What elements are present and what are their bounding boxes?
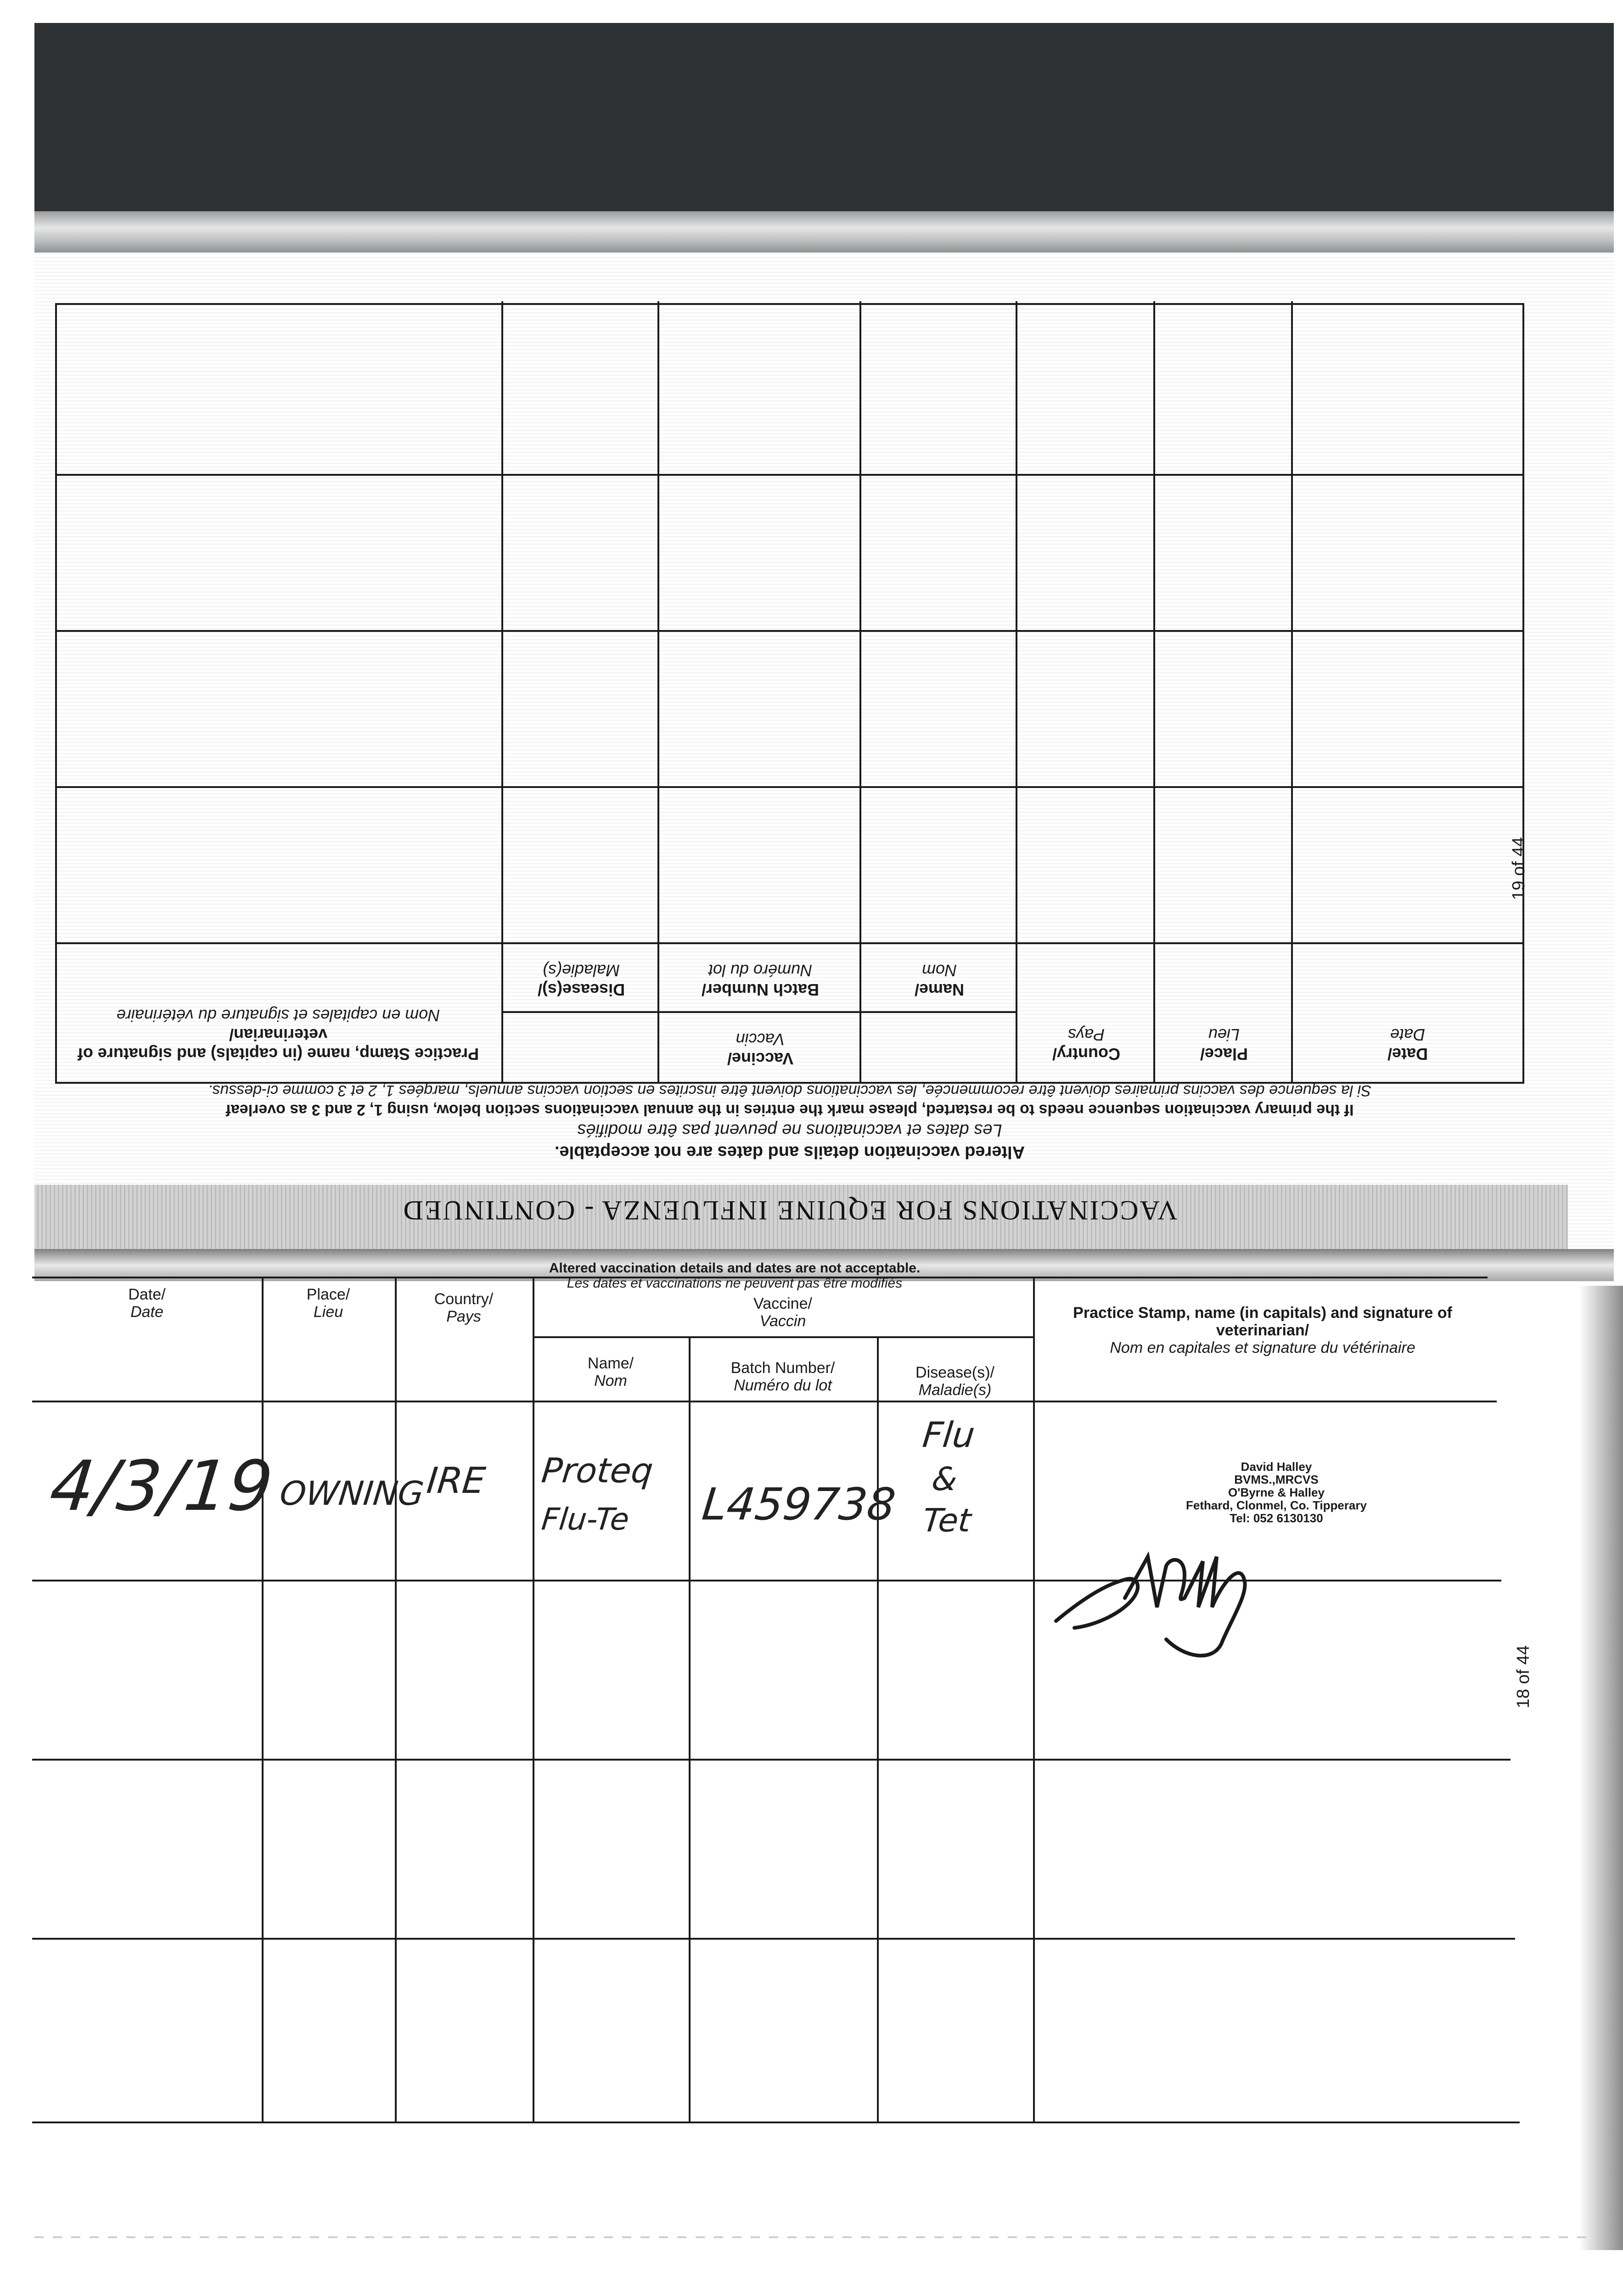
book-binding-top — [34, 211, 1614, 253]
header-disease: Disease(s)/ Maladie(s) — [537, 961, 625, 999]
header-date: Date/ Date — [1387, 1025, 1428, 1064]
scan-dark-border — [34, 23, 1614, 239]
lower-header-country: Country/ Pays — [434, 1290, 494, 1325]
header-place: Place/ Lieu — [1200, 1025, 1248, 1064]
page-number-lower: 18 of 44 — [1514, 1645, 1533, 1709]
page-edge-shadow — [1579, 1286, 1623, 2250]
lower-header-name: Name/ Nom — [587, 1355, 634, 1390]
lower-header-stamp: Practice Stamp, name (in capitals) and signature of veterinarian/ Nom en capitales et signature du vétérinaire — [1073, 1304, 1452, 1356]
entry-date: 4/3/19 — [46, 1446, 276, 1526]
entry-country: IRE — [425, 1460, 488, 1502]
entry-vaccine-name-2: Flu-Te — [539, 1502, 631, 1537]
restart-note: If the primary vaccination sequence needs to be restarted, please mark the entries in the annual vaccinations section below, using 1, 2 and 3 as overleaf — [225, 1101, 1354, 1119]
entry-place: OWNING — [278, 1474, 426, 1513]
veterinarian-signature — [1047, 1529, 1304, 1667]
lower-header-date: Date/ Date — [128, 1286, 166, 1321]
entry-disease-3: Tet — [921, 1502, 973, 1539]
practice-stamp: David Halley BVMS.,MRCVS O'Byrne & Halley Fethard, Clonmel, Co. Tipperary Tel: 052 6130130 — [1186, 1460, 1367, 1525]
header-stamp: Practice Stamp, name (in capitals) and signature of veterinarian/ Nom en capitales et signature du vétérinaire — [77, 1006, 479, 1064]
header-batch: Batch Number/ Numéro du lot — [701, 961, 820, 999]
lower-header-vaccine: Vaccine/ Vaccin — [753, 1295, 812, 1330]
page-number-upper: 19 of 44 — [1509, 837, 1529, 900]
vaccination-table-upper — [55, 303, 1524, 1084]
entry-disease-1: Flu — [921, 1414, 977, 1455]
vaccination-table-lower — [32, 1277, 1520, 2126]
page-heading: VACCINATIONS FOR EQUINE INFLUENZA - CONTINUED — [402, 1195, 1178, 1226]
header-name: Name/ Nom — [914, 961, 965, 999]
altered-note: Altered vaccination details and dates are not acceptable. — [554, 1142, 1025, 1162]
restart-note-fr: Si la sequence des vaccins primaires doivent être recommencée, les vaccinations doivent être inscrites en section vaccins annuels, marqées 1, 2 et 3 comme ci-dessus. — [208, 1082, 1372, 1099]
lower-header-disease: Disease(s)/ Maladie(s) — [915, 1364, 994, 1399]
header-vaccine: Vaccine/ Vaccin — [727, 1030, 794, 1068]
entry-vaccine-name-1: Proteq — [539, 1451, 655, 1491]
altered-note-fr: Les dates et vaccinations ne peuvent pas être modifiés — [577, 1120, 1002, 1140]
entry-disease-2: & — [930, 1460, 959, 1498]
entry-batch: L459738 — [700, 1479, 898, 1530]
altered-note-lower: Altered vaccination details and dates are not acceptable. — [549, 1261, 921, 1276]
altered-note-lower-fr: Les dates et vaccinations ne peuvent pas être modifiés — [567, 1276, 903, 1291]
upper-page-rotated — [55, 285, 1524, 1240]
lower-header-place: Place/ Lieu — [306, 1286, 350, 1321]
scan-artifact — [34, 2236, 1586, 2238]
header-country: Country/ Pays — [1052, 1025, 1120, 1064]
lower-header-batch: Batch Number/ Numéro du lot — [730, 1359, 835, 1394]
